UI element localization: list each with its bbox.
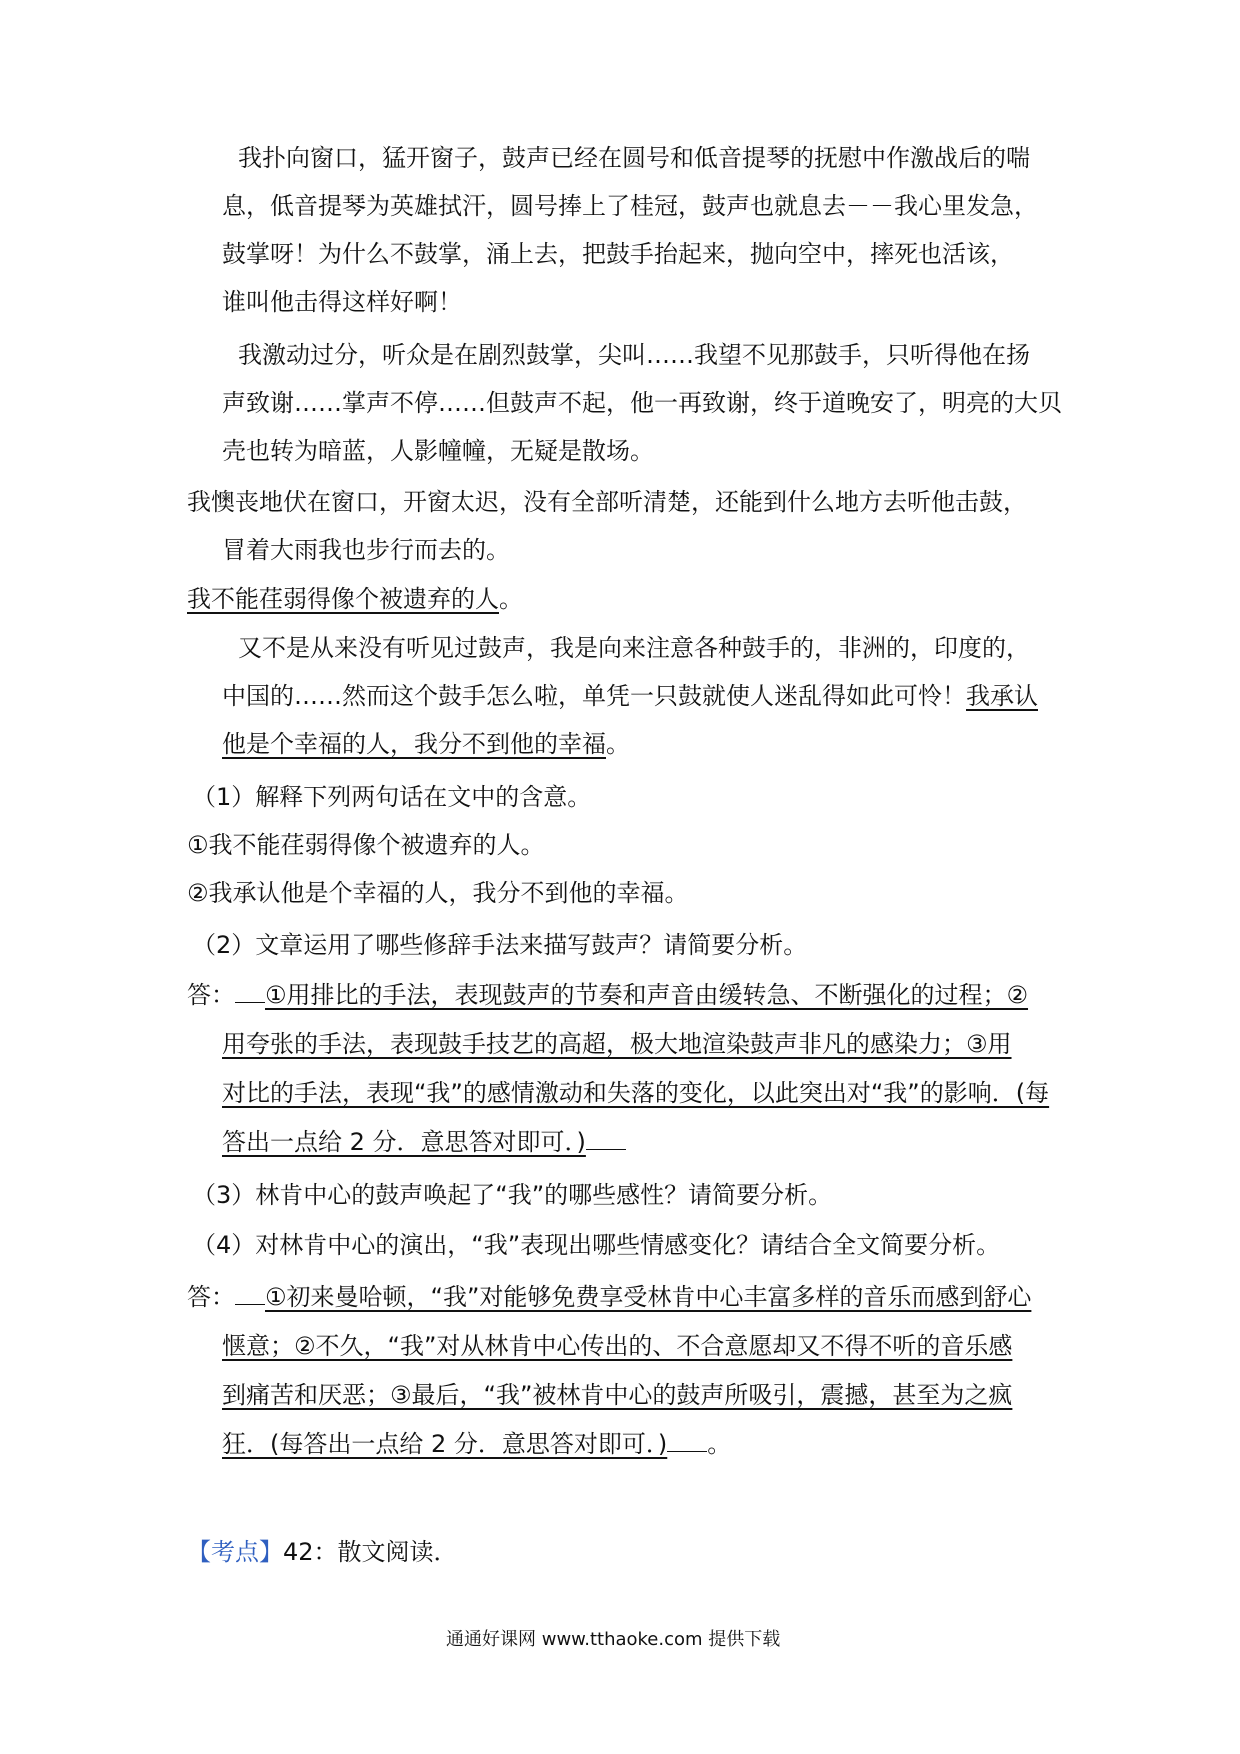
question-2: （2）文章运用了哪些修辞手法来描写鼓声？请简要分析。 (192, 931, 808, 959)
question-1-item-a: ①我不能荏弱得像个被遗弃的人。 (187, 831, 545, 859)
answer-4-line-1 (187, 1282, 1031, 1312)
passage-p2-line-1: 我激动过分，听众是在剧烈鼓掌，尖叫……我望不见那鼓手，只听得他在扬 (238, 341, 1030, 369)
question-4: （4）对林肯中心的演出，“我”表现出哪些情感变化？请结合全文简要分析。 (192, 1231, 1001, 1259)
footer-source: 通通好课网 www.tthaoke.com 提供下载 (446, 1629, 781, 1650)
answer-4-blank-lead (235, 1284, 265, 1305)
kaodian-text: 42：散文阅读． (283, 1538, 458, 1566)
question-1: （1）解释下列两句话在文中的含意。 (192, 783, 592, 811)
answer-2-line-3 (222, 1078, 1049, 1108)
answer-4-line-2 (222, 1331, 1012, 1361)
answer-4-blank-tail (667, 1431, 707, 1452)
answer-blank-lead (235, 982, 265, 1003)
passage-p1-line-1: 我扑向窗口，猛开窗子，鼓声已经在圆号和低音提琴的抚慰中作激战后的喘 (238, 144, 1030, 172)
question-3: （3）林肯中心的鼓声唤起了“我”的哪些感性？请简要分析。 (192, 1181, 833, 1209)
underlined-sentence-2-start: 我承认 (966, 682, 1038, 710)
answer-2-text-3: 对比的手法，表现“我”的感情激动和失落的变化，以此突出对“我”的影响．(每 (222, 1079, 1050, 1107)
answer-2-text-4: 答出一点给 2 分．意思答对即可．) (222, 1128, 586, 1156)
answer-label: 答： (187, 981, 235, 1009)
question-1-item-b: ②我承认他是个幸福的人，我分不到他的幸福。 (187, 879, 689, 907)
answer-2-line-4 (222, 1127, 626, 1157)
passage-p3-line-1: 我懊丧地伏在窗口，开窗太迟，没有全部听清楚，还能到什么地方去听他击鼓， (187, 488, 1027, 516)
answer-4-period: 。 (707, 1430, 732, 1458)
underlined-sentence-1: 我不能荏弱得像个被遗弃的人 (187, 585, 499, 613)
p5-period: 。 (606, 730, 630, 758)
kaodian (187, 1537, 458, 1567)
kaodian-label: 【考点】 (187, 1538, 283, 1566)
passage-p2-line-2: 声致谢……掌声不停……但鼓声不起，他一再致谢，终于道晚安了，明亮的大贝 (222, 389, 1062, 417)
answer-blank-tail (586, 1129, 626, 1150)
p5-line-2-text: 中国的……然而这个鼓手怎么啦，单凭一只鼓就使人迷乱得如此可怜！ (222, 682, 966, 710)
passage-p5-line-2 (222, 681, 1038, 711)
answer-4-text-2: 惬意；②不久，“我”对从林肯中心传出的、不合意愿却又不得不听的音乐感 (222, 1332, 1013, 1360)
answer-2-text-1: ①用排比的手法，表现鼓声的节奏和声音由缓转急、不断强化的过程；② (265, 981, 1029, 1009)
underlined-sentence-2-end: 他是个幸福的人，我分不到他的幸福 (222, 730, 606, 758)
answer-4-line-3 (222, 1380, 1012, 1410)
answer-4-text-4: 狂．(每答出一点给 2 分．意思答对即可．) (222, 1430, 668, 1458)
passage-p1-line-3: 鼓掌呀！为什么不鼓掌，涌上去，把鼓手抬起来，抛向空中，摔死也活该， (222, 240, 1014, 268)
answer-4-text-3: 到痛苦和厌恶；③最后，“我”被林肯中心的鼓声所吸引，震撼，甚至为之疯 (222, 1381, 1013, 1409)
answer-2-text-2: 用夸张的手法，表现鼓手技艺的高超，极大地渲染鼓声非凡的感染力；③用 (222, 1030, 1012, 1058)
p4-period: 。 (499, 585, 523, 613)
answer-2-line-1 (187, 980, 1028, 1010)
answer-label-4: 答： (187, 1283, 235, 1311)
passage-p2-line-3: 壳也转为暗蓝，人影幢幢，无疑是散场。 (222, 437, 654, 465)
passage-p4 (187, 584, 523, 614)
answer-2-line-2 (222, 1029, 1012, 1059)
passage-p1-line-4: 谁叫他击得这样好啊！ (222, 288, 462, 316)
answer-4-line-4 (222, 1429, 731, 1459)
passage-p5-line-1: 又不是从来没有听见过鼓声，我是向来注意各种鼓手的，非洲的，印度的， (238, 634, 1030, 662)
answer-4-text-1: ①初来曼哈顿，“我”对能够免费享受林肯中心丰富多样的音乐而感到舒心 (265, 1283, 1032, 1311)
passage-p5-line-3 (222, 729, 630, 759)
passage-p3-line-2: 冒着大雨我也步行而去的。 (222, 536, 510, 564)
passage-p1-line-2: 息，低音提琴为英雄拭汗，圆号捧上了桂冠，鼓声也就息去－－我心里发急， (222, 192, 1038, 220)
